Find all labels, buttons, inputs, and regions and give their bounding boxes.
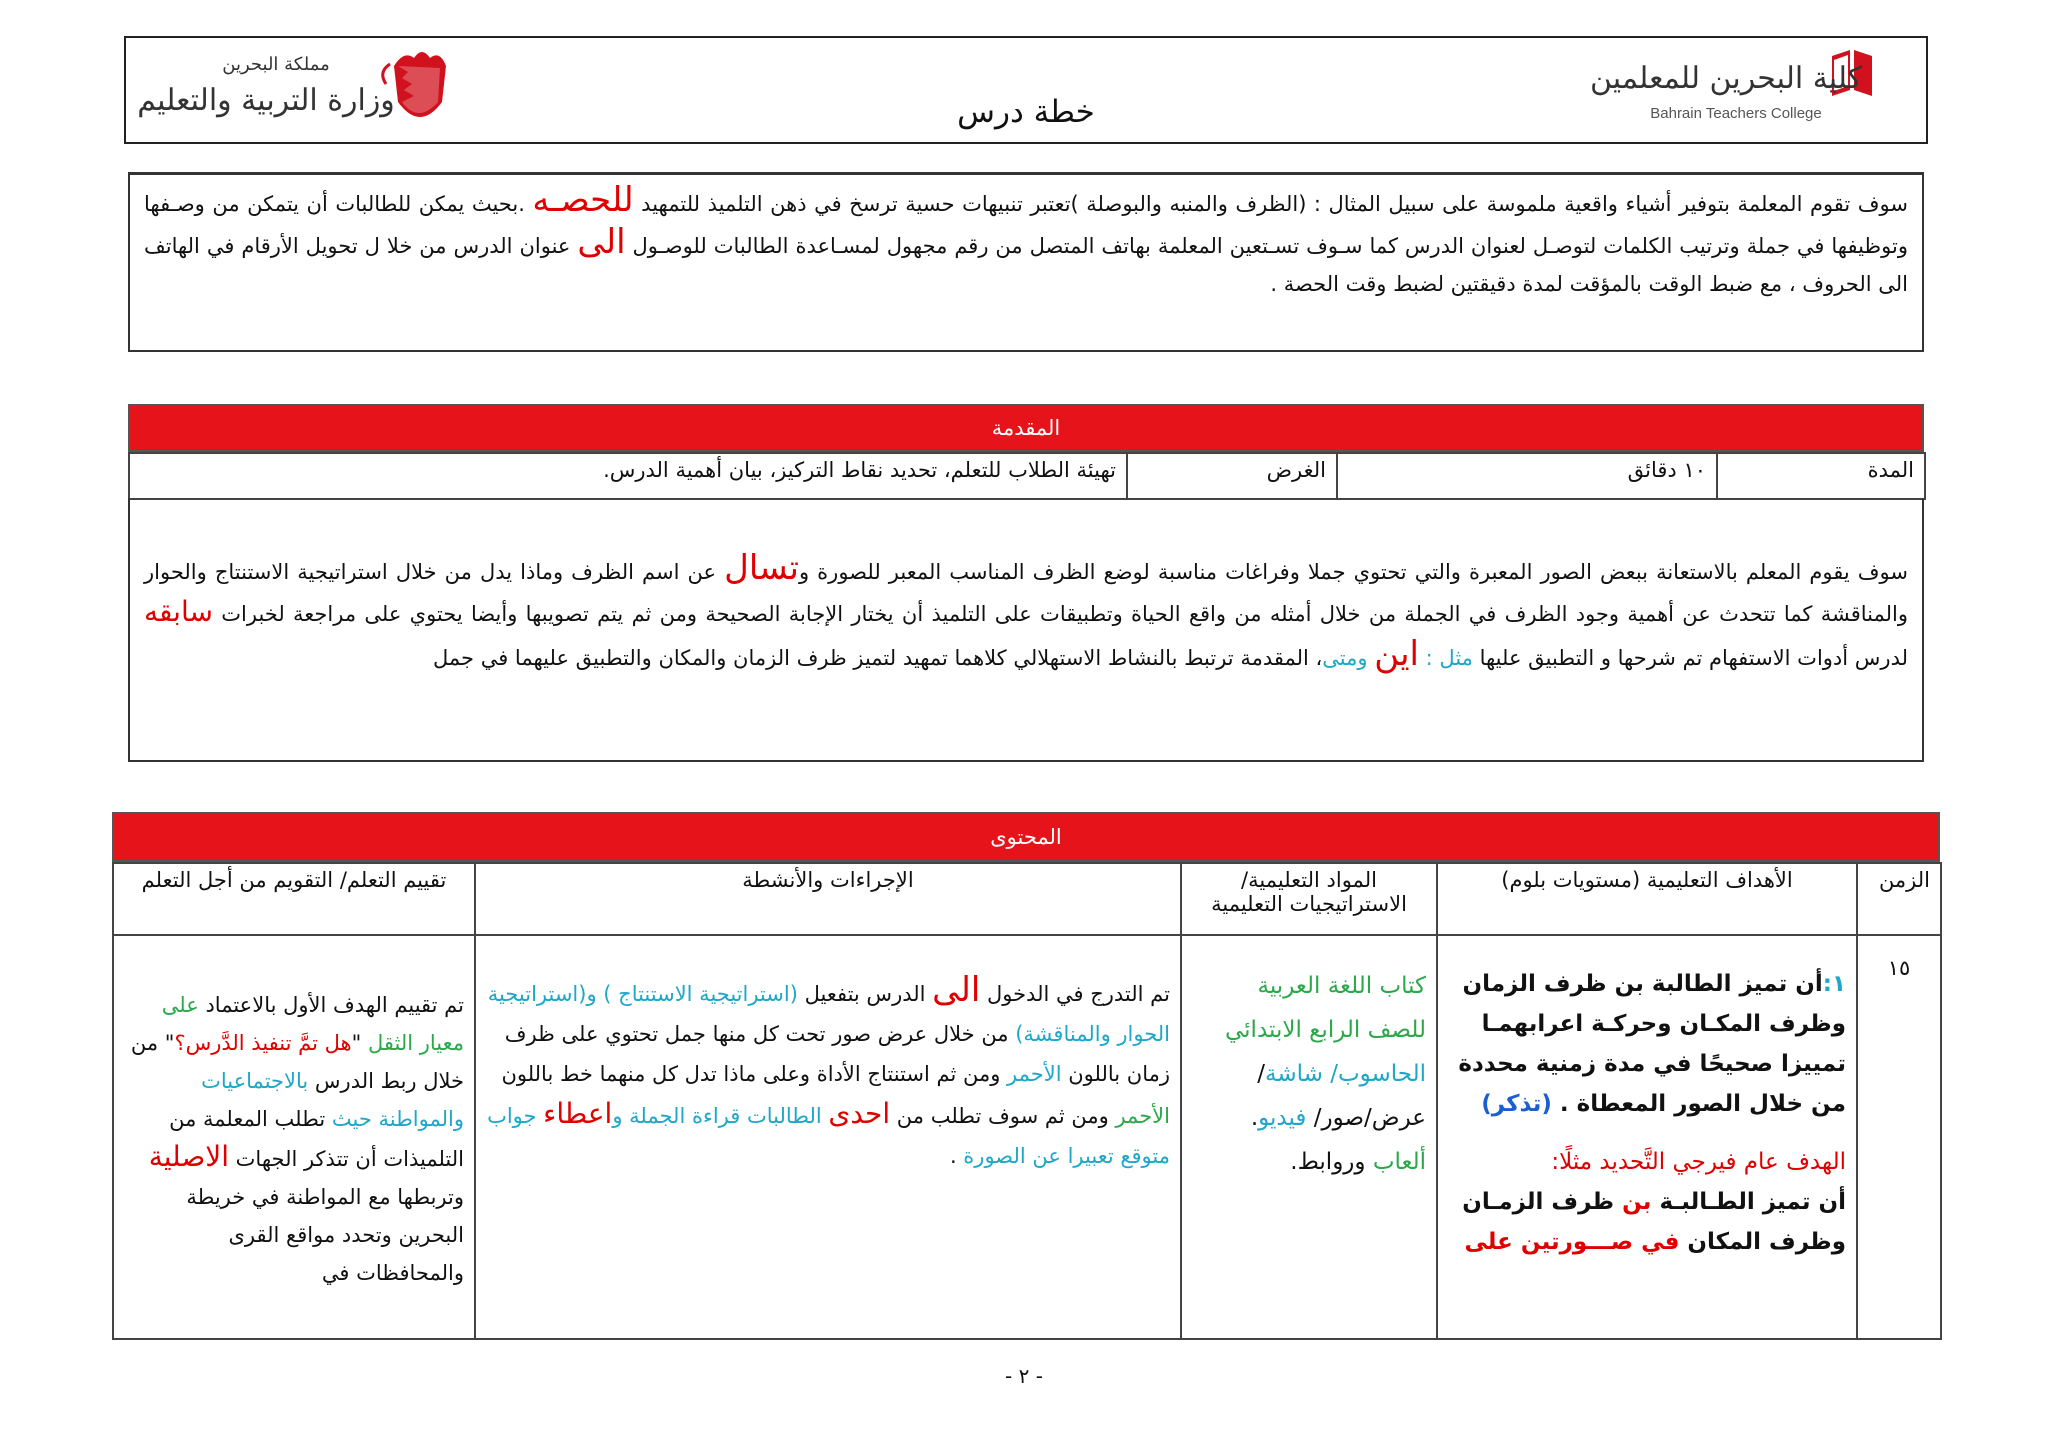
objective-general-note: الهدف عام فيرجي التَّحديد مثلًا: — [1551, 1149, 1846, 1175]
college-name-ar: كلية البحرين للمعلمين — [1589, 61, 1863, 96]
duration-label: المدة — [1717, 453, 1925, 499]
page-number: - ٢ - — [1005, 1364, 1043, 1388]
procedures-cell: تم التدرج في الدخول الى الدرس بتفعيل (استراتيجية الاستنتاج ) و(استراتيجية الحوار والمناقشة) من خلال عرض صور تحت كل منها جمل تحتوي على ظرف زمان باللون الأحمر ومن ثم استنتاج الأداة وعلى ماذا تدل كل منهما خط باللون الأحمر ومن ثم سوف تطلب من احدى الطالبات قراءة الجملة واعطاء جواب متوقع تعبيرا عن الصورة . — [475, 935, 1181, 1339]
intro-section-heading: المقدمة — [128, 404, 1924, 452]
duration-value: ١٠ دقائق — [1337, 453, 1717, 499]
col-header-assessment: تقييم التعلم/ التقويم من أجل التعلم — [113, 863, 475, 935]
purpose-label: الغرض — [1127, 453, 1337, 499]
document-header — [124, 36, 1928, 144]
objective-1: ١:أن تميز الطالبة بن ظرف الزمان وظرف المكـان وحركـة اعرابهمـا تمييزا صحيحًا في مدة زمنية محددة من خلال الصور المعطاة . (تذكر) — [1458, 971, 1846, 1117]
intro-body-text: سوف يقوم المعلم بالاستعانة ببعض الصور المعبرة والتي تحتوي جملا وفراغات مناسبة لوضع الظرف المناسب المعبر للصورة وتسال عن اسم الظرف وماذا يدل من خلال استراتيجية الاستنتاج والحوار والمناقشة كما تتحدث عن أهمية وجود الظرف في الجملة من خلال أمثله من واقع الحياة وتطبيقات على التلميذ أن يختار الإجابة الصحيحة ومن ثم يتم تصويبها وأيضا يحتوي على مراجعة لخبرات سابقه لدرس أدوات الاستفهام تم شرحها و التطبيق عليها مثل : اين ومتى، المقدمة ترتبط بالنشاط الاستهلالي كلاهما تمهيد لتميز ظرف الزمان والمكان والتطبيق عليهما في جمل — [144, 548, 1908, 674]
page-title: خطة درس — [957, 94, 1095, 130]
college-name-en: Bahrain Teachers College — [1650, 105, 1822, 122]
materials-cell: كتاب اللغة العربية للصف الرابع الابتدائي الحاسوب/ شاشة/ عرض/صور/ فيديو. ألعاب وروابط. — [1181, 935, 1437, 1339]
ministry-name: وزارة التربية والتعليم — [137, 83, 395, 118]
objective-general-example: أن تميز الطـالبـة بن ظرف الزمـان وظرف المكان في صـــورتين على — [1462, 1189, 1846, 1255]
assessment-cell: تم تقييم الهدف الأول بالاعتماد على معيار الثقل "هل تمَّ تنفيذ الدَّرس؟" من خلال ربط الدرس بالاجتماعيات والمواطنة حيث تطلب المعلمة من التلميذات أن تتذكر الجهات الاصلية وتربطها مع المواطنة في خريطة البحرين وتحدد مواقع القرى والمحافظات في — [113, 935, 475, 1339]
intro-body-box — [128, 498, 1924, 762]
opening-activity-text: سوف تقوم المعلمة بتوفير أشياء واقعية ملموسة على سبيل المثال : (الظرف والمنبه والبوصلة )تعتبر تنبيهات حسية ترسخ في ذهن التلميذ للتمهيد للحصـه .بحيث يمكن للطالبات أن يتمكن من وصـفها وتوظيفها في جملة وترتيب الكلمات لتوصـل لعنوان الدرس كما سـوف تسـتعين المعلمة بهاتف المتصل من رقم مجهول لمسـاعدة الطالبات للوصـول الى عنوان الدرس من خلا ل تحويل الأرقام في الهاتف الى الحروف ، مع ضبط الوقت بالمؤقت لمدة دقيقتين لضبط وقت الحصة . — [144, 180, 1908, 296]
objectives-cell — [1437, 935, 1857, 1339]
content-table — [112, 862, 1942, 1340]
col-header-objectives: الأهداف التعليمية (مستويات بلوم) — [1437, 863, 1857, 935]
purpose-value: تهيئة الطلاب للتعلم، تحديد نقاط التركيز، بيان أهمية الدرس. — [129, 453, 1127, 499]
time-cell: ١٥ — [1857, 935, 1941, 1339]
col-header-procedures: الإجراءات والأنشطة — [475, 863, 1181, 935]
ministry-of-education-logo — [137, 44, 446, 136]
bahrain-teachers-college-logo — [1589, 46, 1878, 128]
content-section-heading: المحتوى — [112, 812, 1940, 862]
col-header-time: الزمن — [1857, 863, 1941, 935]
intro-info-table — [128, 452, 1926, 500]
kingdom-name: مملكة البحرين — [222, 54, 330, 75]
opening-activity-box — [128, 172, 1924, 352]
col-header-materials: المواد التعليمية/ الاستراتيجيات التعليمية — [1181, 863, 1437, 935]
